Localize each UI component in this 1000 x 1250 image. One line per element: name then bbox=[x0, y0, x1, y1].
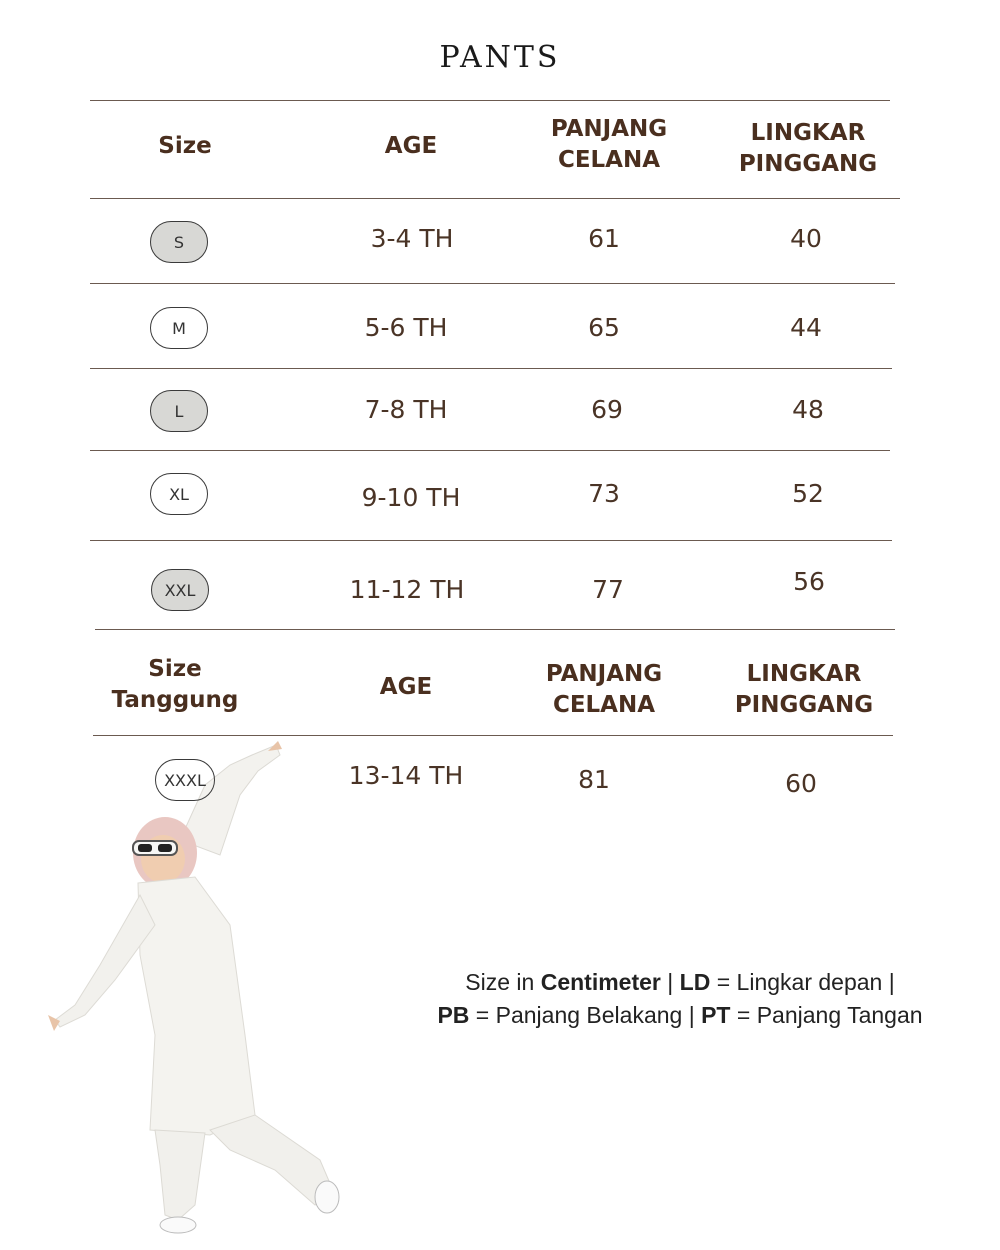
length-cell: 77 bbox=[592, 575, 624, 604]
divider bbox=[90, 368, 892, 369]
note-bold: PB bbox=[437, 1002, 470, 1028]
header-length-line2: CELANA bbox=[557, 147, 661, 173]
age-cell: 11-12 TH bbox=[349, 575, 465, 604]
age-cell: 13-14 TH bbox=[348, 761, 464, 790]
waist-cell: 44 bbox=[790, 313, 822, 342]
header-waist bbox=[739, 118, 877, 180]
note-text: = Panjang Tangan bbox=[730, 1002, 923, 1028]
size-badge-xxl: XXL bbox=[151, 569, 209, 611]
model-photo bbox=[30, 735, 370, 1245]
header-waist-line1: LINGKAR bbox=[750, 120, 866, 146]
waist-cell: 40 bbox=[790, 224, 822, 253]
note-text: | bbox=[660, 969, 680, 995]
note-bold: PT bbox=[701, 1002, 731, 1028]
waist-cell: 56 bbox=[793, 567, 825, 596]
header-size-line2: Tanggung bbox=[111, 687, 239, 713]
length-cell: 73 bbox=[588, 479, 620, 508]
divider bbox=[90, 540, 892, 541]
header-age: AGE bbox=[384, 133, 438, 159]
divider bbox=[95, 629, 895, 630]
header-length bbox=[546, 659, 662, 721]
header-length-line1: PANJANG bbox=[550, 116, 668, 142]
size-badge-m: M bbox=[150, 307, 208, 349]
length-cell: 69 bbox=[591, 395, 623, 424]
note-line1 bbox=[410, 966, 950, 999]
length-cell: 81 bbox=[578, 765, 610, 794]
measurement-note bbox=[410, 966, 950, 1032]
length-cell: 61 bbox=[588, 224, 620, 253]
age-cell: 3-4 TH bbox=[370, 224, 454, 253]
header-age: AGE bbox=[379, 674, 433, 700]
note-bold: Centimeter bbox=[540, 969, 661, 995]
size-badge-s: S bbox=[150, 221, 208, 263]
header-size: Size bbox=[158, 133, 212, 159]
header-size-tanggung bbox=[112, 654, 239, 716]
header-waist-line1: LINGKAR bbox=[746, 661, 862, 687]
header-size-line1: Size bbox=[148, 656, 202, 682]
note-line2 bbox=[410, 999, 950, 1032]
note-text: = Lingkar depan | bbox=[710, 969, 895, 995]
header-length-line2: CELANA bbox=[552, 692, 656, 718]
note-bold: LD bbox=[679, 969, 711, 995]
size-badge-xxxl: XXXL bbox=[155, 759, 215, 801]
header-waist-line2: PINGGANG bbox=[734, 692, 874, 718]
age-cell: 7-8 TH bbox=[364, 395, 448, 424]
note-text: = Panjang Belakang | bbox=[469, 1002, 702, 1028]
age-cell: 9-10 TH bbox=[361, 483, 461, 512]
waist-cell: 60 bbox=[785, 769, 817, 798]
header-waist-line2: PINGGANG bbox=[738, 151, 878, 177]
divider bbox=[90, 450, 890, 451]
size-badge-xl: XL bbox=[150, 473, 208, 515]
header-length bbox=[551, 114, 667, 176]
length-cell: 65 bbox=[588, 313, 620, 342]
divider bbox=[90, 283, 895, 284]
page-title: PANTS bbox=[439, 40, 561, 75]
header-waist bbox=[735, 659, 873, 721]
size-badge-l: L bbox=[150, 390, 208, 432]
note-text: Size in bbox=[465, 969, 541, 995]
header-length-line1: PANJANG bbox=[545, 661, 663, 687]
divider bbox=[90, 198, 900, 199]
waist-cell: 48 bbox=[792, 395, 824, 424]
waist-cell: 52 bbox=[792, 479, 824, 508]
divider bbox=[90, 100, 890, 101]
age-cell: 5-6 TH bbox=[364, 313, 448, 342]
